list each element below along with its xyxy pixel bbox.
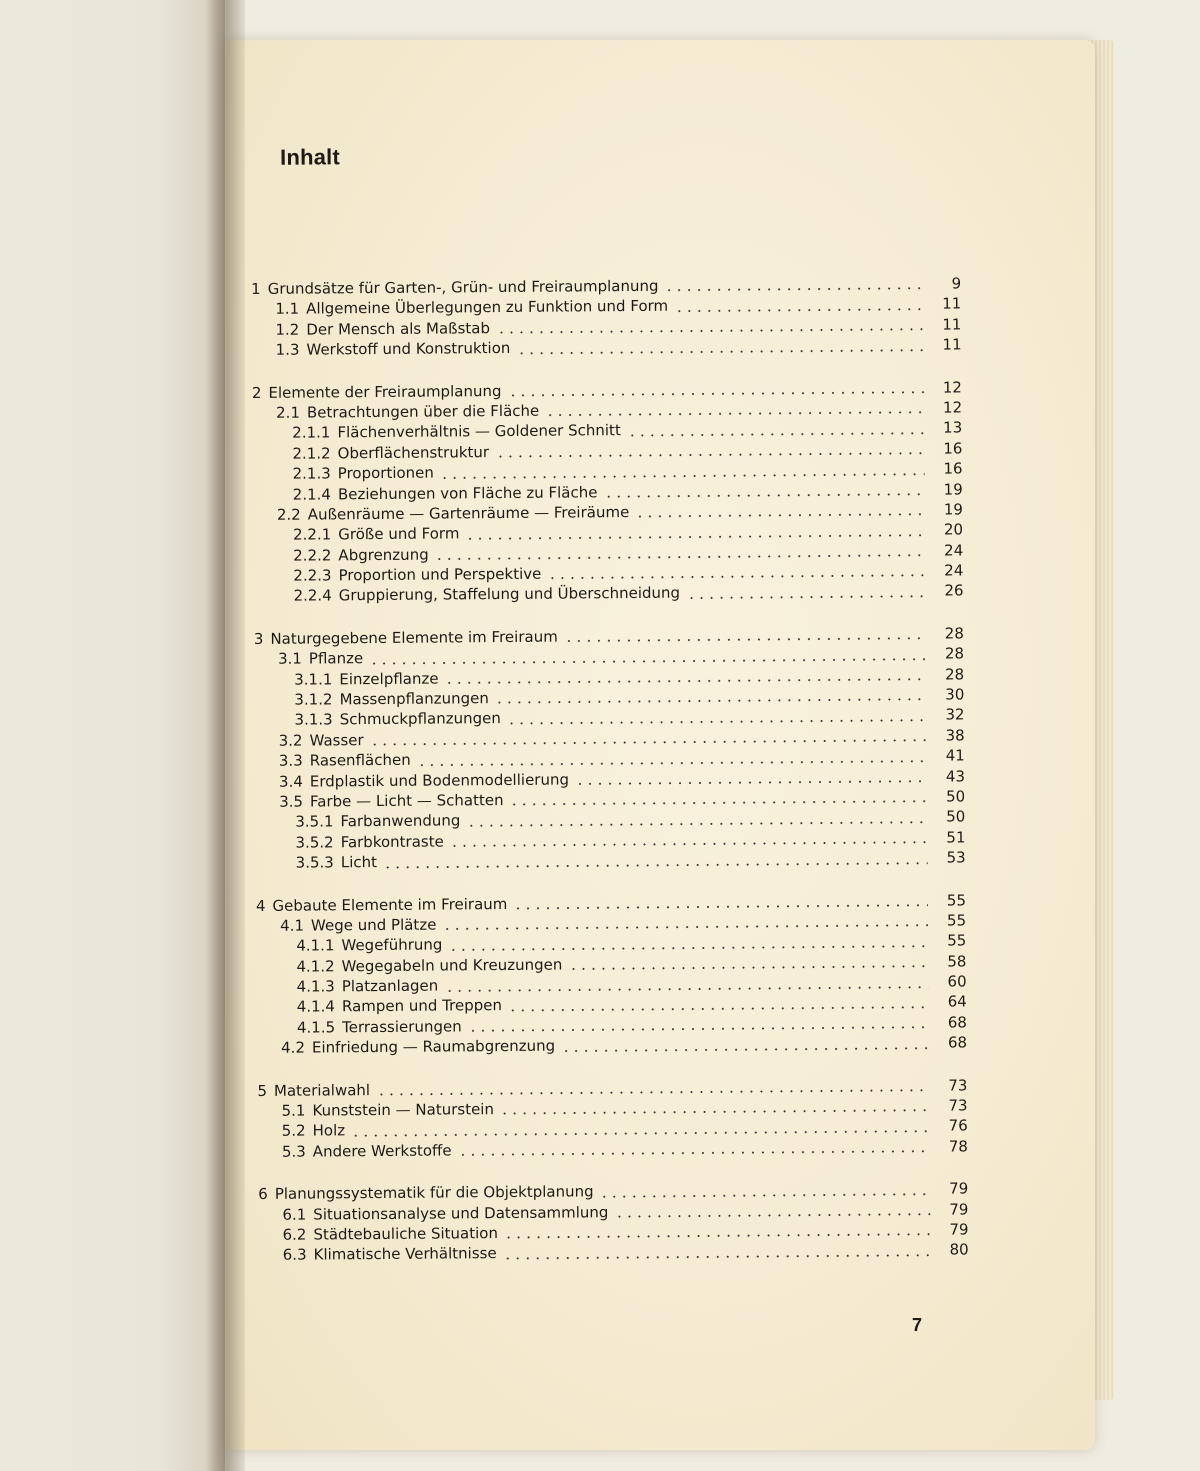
dot-leader xyxy=(495,698,927,704)
toc-entry-page: 30 xyxy=(945,685,965,704)
toc-entry-number: 4.1.5 xyxy=(296,1018,336,1037)
toc-entry-number: 5.1 xyxy=(281,1101,306,1120)
toc-entry-title: Wege und Plätze xyxy=(310,915,437,935)
toc-entry-title: Einfriedung — Raumabgrenzung xyxy=(311,1036,556,1057)
dot-leader xyxy=(496,328,923,334)
toc-entry-title: Erdplastik und Bodenmodellierung xyxy=(309,770,570,791)
dot-leader xyxy=(508,1006,929,1012)
toc-entry-page: 53 xyxy=(946,848,966,867)
dot-leader xyxy=(435,554,926,561)
toc-entry-title: Gebaute Elemente im Freiraum xyxy=(272,894,508,915)
toc-entry-title: Terrassierungen xyxy=(342,1017,462,1037)
toc-entry-title: Allgemeine Überlegungen zu Funktion und Form xyxy=(306,297,669,318)
toc-entry-number: 4.1.2 xyxy=(296,957,335,976)
dot-leader xyxy=(442,924,928,931)
toc-entry-page: 11 xyxy=(942,315,962,334)
toc-entry-page: 9 xyxy=(951,274,962,293)
toc-entry-page: 80 xyxy=(949,1240,969,1259)
toc-entry-title: Der Mensch als Maßstab xyxy=(306,318,491,339)
toc-entry-title: Elemente der Freiraumplanung xyxy=(268,381,502,402)
toc-entry-number: 3.5.2 xyxy=(295,833,334,852)
toc-entry-number: 1.3 xyxy=(275,340,300,359)
toc-entry-title: Städtebauliche Situation xyxy=(313,1224,499,1244)
toc-entry-number: 2.1.2 xyxy=(292,444,331,463)
toc-entry-page: 38 xyxy=(945,726,965,745)
toc-section xyxy=(256,890,967,1059)
toc-entry-title: Massenpflanzungen xyxy=(339,689,489,709)
toc-entry-page: 51 xyxy=(946,828,966,847)
toc-entry-title: Farbkontraste xyxy=(340,832,444,852)
toc-entry-number: 2.2.1 xyxy=(292,525,332,544)
toc-entry-number: 4.2 xyxy=(281,1038,306,1058)
dot-leader xyxy=(665,287,924,292)
toc-entry-number: 1.2 xyxy=(275,320,300,339)
dot-leader xyxy=(635,513,925,518)
toc-entry-page: 28 xyxy=(944,624,964,643)
dot-leader xyxy=(516,348,923,354)
toc-entry-title: Materialwahl xyxy=(273,1080,371,1100)
toc-entry-title: Wegegabeln und Kreuzungen xyxy=(341,955,563,976)
toc-entry-page: 19 xyxy=(943,500,963,519)
toc-entry-page: 79 xyxy=(949,1200,969,1219)
dot-leader xyxy=(450,841,928,848)
toc-entry-page: 28 xyxy=(945,665,965,684)
toc-entry-title: Planungssystematik für die Objektplanung xyxy=(274,1182,594,1204)
toc-entry-title: Oberflächenstruktur xyxy=(337,442,490,463)
dot-leader xyxy=(564,637,926,643)
toc-entry-number: 3.4 xyxy=(278,772,303,791)
toc-entry-title: Farbanwendung xyxy=(340,811,461,831)
toc-entry xyxy=(257,1033,967,1059)
toc-entry xyxy=(256,848,966,874)
dot-leader xyxy=(440,472,925,479)
toc-entry-title: Proportionen xyxy=(337,463,434,483)
dot-leader xyxy=(370,739,927,746)
dot-leader xyxy=(445,678,927,685)
toc-entry-page: 43 xyxy=(945,766,966,786)
dot-leader xyxy=(500,1109,930,1115)
toc-entry-number: 1 xyxy=(251,279,261,298)
toc-entry-page: 68 xyxy=(947,1013,967,1032)
left-page xyxy=(0,0,225,1471)
dot-leader xyxy=(466,820,927,827)
dot-leader xyxy=(351,1130,930,1138)
dot-leader xyxy=(503,1253,931,1259)
toc-entry-title: Wasser xyxy=(309,730,364,750)
toc-entry-page: 11 xyxy=(942,335,962,354)
toc-entry-title: Kunststein — Naturstein xyxy=(312,1100,495,1120)
toc-entry xyxy=(252,335,962,361)
toc-entry-page: 76 xyxy=(948,1116,968,1135)
dot-leader xyxy=(603,493,924,499)
toc-entry-page: 19 xyxy=(943,479,963,499)
toc-entry-number: 3.5.3 xyxy=(295,853,334,872)
dot-leader xyxy=(507,719,927,725)
toc-entry xyxy=(253,581,963,607)
dot-leader xyxy=(545,411,924,417)
toc-entry-page: 73 xyxy=(948,1076,968,1095)
toc-entry-number: 3.1.3 xyxy=(294,710,333,730)
toc-entry-page: 24 xyxy=(944,541,964,560)
toc-entry-number: 4.1.4 xyxy=(296,997,336,1017)
toc-entry-number: 2 xyxy=(251,383,262,402)
toc-entry-page: 20 xyxy=(943,520,964,539)
toc-entry-page: 60 xyxy=(947,972,967,991)
dot-leader xyxy=(561,1046,929,1052)
toc-entry xyxy=(259,1240,969,1266)
toc-entry-number: 2.1 xyxy=(276,403,301,422)
dot-leader xyxy=(465,533,925,540)
toc-entry-title: Andere Werkstoffe xyxy=(312,1141,452,1161)
toc-entry-number: 2.2.3 xyxy=(293,566,332,585)
toc-entry-title: Naturgegebene Elemente im Freiraum xyxy=(270,627,558,648)
toc-entry-title: Klimatische Verhältnisse xyxy=(313,1244,497,1264)
toc-entry-title: Flächenverhältnis — Goldener Schnitt xyxy=(337,421,621,442)
toc-entry-title: Wegeführung xyxy=(341,935,443,955)
dot-leader xyxy=(674,307,923,312)
toc-entry-page: 79 xyxy=(949,1179,969,1198)
dot-leader xyxy=(627,431,924,436)
toc-entry-number: 6.1 xyxy=(282,1205,307,1224)
toc-page-content xyxy=(250,139,969,1287)
book-gutter xyxy=(205,0,245,1471)
toc-entry-page: 58 xyxy=(947,952,967,971)
toc-entry-number: 6.3 xyxy=(282,1245,307,1265)
toc-entry-number: 2.1.1 xyxy=(292,423,331,443)
toc-entry-page: 32 xyxy=(945,705,965,724)
page-title: Inhalt xyxy=(279,144,341,170)
toc-entry-title: Gruppierung, Staffelung und Überschneidung xyxy=(338,584,681,605)
dot-leader xyxy=(507,391,923,397)
dot-leader xyxy=(495,452,924,458)
toc-entry-number: 6.2 xyxy=(282,1225,307,1244)
toc-section xyxy=(257,1075,968,1162)
toc-entry-number: 1.1 xyxy=(275,299,300,319)
toc-entry-title: Außenräume — Gartenräume — Freiräume xyxy=(307,502,630,524)
toc-entry-number: 3.5 xyxy=(279,792,304,811)
dot-leader xyxy=(417,759,927,766)
dot-leader xyxy=(468,1026,929,1033)
toc-entry-page: 79 xyxy=(949,1220,969,1239)
toc-entry-number: 2.1.3 xyxy=(292,464,331,483)
toc-entry-page: 55 xyxy=(946,911,967,930)
toc-entry-number: 3.1.1 xyxy=(294,669,333,689)
toc-entry-title: Holz xyxy=(312,1121,346,1140)
toc-entry-page: 28 xyxy=(944,644,965,663)
toc-entry-title: Beziehungen von Fläche zu Fläche xyxy=(337,482,598,503)
dot-leader xyxy=(448,944,928,951)
toc-section xyxy=(258,1179,969,1266)
dot-leader xyxy=(458,1150,930,1157)
toc-entry-number: 4.1.3 xyxy=(296,977,335,996)
toc-entry-page: 55 xyxy=(946,890,967,910)
toc-entry-title: Proportion und Perspektive xyxy=(338,564,542,585)
toc-entry-page: 50 xyxy=(946,807,966,826)
toc-entry-number: 2.2.4 xyxy=(293,586,332,606)
toc-entry-page: 50 xyxy=(945,787,966,806)
toc-entry-title: Größe und Form xyxy=(338,524,460,544)
dot-leader xyxy=(575,780,927,786)
dot-leader xyxy=(444,985,928,992)
toc-entry-number: 4 xyxy=(255,896,266,915)
toc-section xyxy=(252,377,964,607)
toc-entry-title: Pflanze xyxy=(308,649,364,668)
dot-leader xyxy=(383,861,928,868)
toc-entry-page: 78 xyxy=(948,1137,968,1156)
toc-entry-number: 3 xyxy=(253,629,264,648)
toc-section xyxy=(251,273,962,360)
toc-entry-title: Abgrenzung xyxy=(338,545,429,564)
toc-entry-title: Rampen und Treppen xyxy=(341,996,503,1016)
toc-entry-page: 68 xyxy=(947,1033,968,1052)
toc-entry-page: 41 xyxy=(945,746,965,765)
toc-entry-page: 12 xyxy=(942,377,962,397)
toc-entry-title: Situationsanalyse und Datensammlung xyxy=(313,1202,609,1224)
toc-entry-number: 5.3 xyxy=(281,1142,306,1161)
toc-entry-title: Licht xyxy=(340,853,378,872)
toc-entry-title: Rasenflächen xyxy=(309,750,411,770)
toc-entry-title: Werkstoff und Konstruktion xyxy=(306,339,511,359)
toc-entry-page: 55 xyxy=(947,931,967,950)
dot-leader xyxy=(547,574,925,580)
toc-entry-title: Schmuckpflanzungen xyxy=(339,709,501,729)
toc-entry-number: 3.2 xyxy=(278,731,303,750)
toc-entry-page: 11 xyxy=(942,294,962,313)
dot-leader xyxy=(504,1233,931,1239)
toc-entry-title: Grundsätze für Garten-, Grün- und Freiraumplanung xyxy=(267,276,659,298)
toc-entry-number: 5 xyxy=(257,1081,268,1100)
toc-entry-number: 5.2 xyxy=(281,1122,306,1141)
toc-entry-page: 64 xyxy=(947,992,967,1012)
toc-entry-title: Platzanlagen xyxy=(341,976,439,996)
toc-entry-number: 2.2.2 xyxy=(293,546,332,565)
toc-entry-number: 4.1.1 xyxy=(296,936,335,955)
toc-entry-number: 3.1 xyxy=(277,649,302,669)
toc-entry-page: 16 xyxy=(943,459,963,478)
toc-entry-page: 26 xyxy=(944,581,964,601)
toc-entry-number: 4.1 xyxy=(280,916,305,935)
dot-leader xyxy=(369,657,926,664)
toc-entry-number: 3.3 xyxy=(278,751,303,770)
toc-entry-page: 73 xyxy=(948,1096,968,1115)
toc-entry xyxy=(258,1136,968,1162)
toc-entry-number: 3.5.1 xyxy=(295,812,334,832)
table-of-contents xyxy=(251,273,969,1265)
toc-entry-number: 2.1.4 xyxy=(292,484,331,504)
dot-leader xyxy=(600,1192,931,1198)
dot-leader xyxy=(513,904,928,910)
toc-entry-title: Farbe — Licht — Schatten xyxy=(309,790,504,811)
toc-entry-page: 16 xyxy=(943,439,963,458)
toc-entry-number: 6 xyxy=(258,1185,268,1204)
toc-entry-number: 3.1.2 xyxy=(294,690,333,709)
toc-section xyxy=(254,623,966,873)
toc-entry-title: Betrachtungen über die Fläche xyxy=(306,401,540,422)
dot-leader xyxy=(686,595,926,600)
toc-entry-page: 12 xyxy=(942,398,963,417)
toc-entry-title: Einzelpflanze xyxy=(339,669,439,688)
dot-leader xyxy=(568,965,928,971)
page-number: 7 xyxy=(912,1315,923,1335)
dot-leader xyxy=(510,800,928,806)
dot-leader xyxy=(614,1213,930,1218)
toc-entry-page: 13 xyxy=(943,418,963,437)
toc-entry-number: 2.2 xyxy=(276,505,301,524)
toc-entry-page: 24 xyxy=(944,561,964,580)
dot-leader xyxy=(376,1089,929,1096)
